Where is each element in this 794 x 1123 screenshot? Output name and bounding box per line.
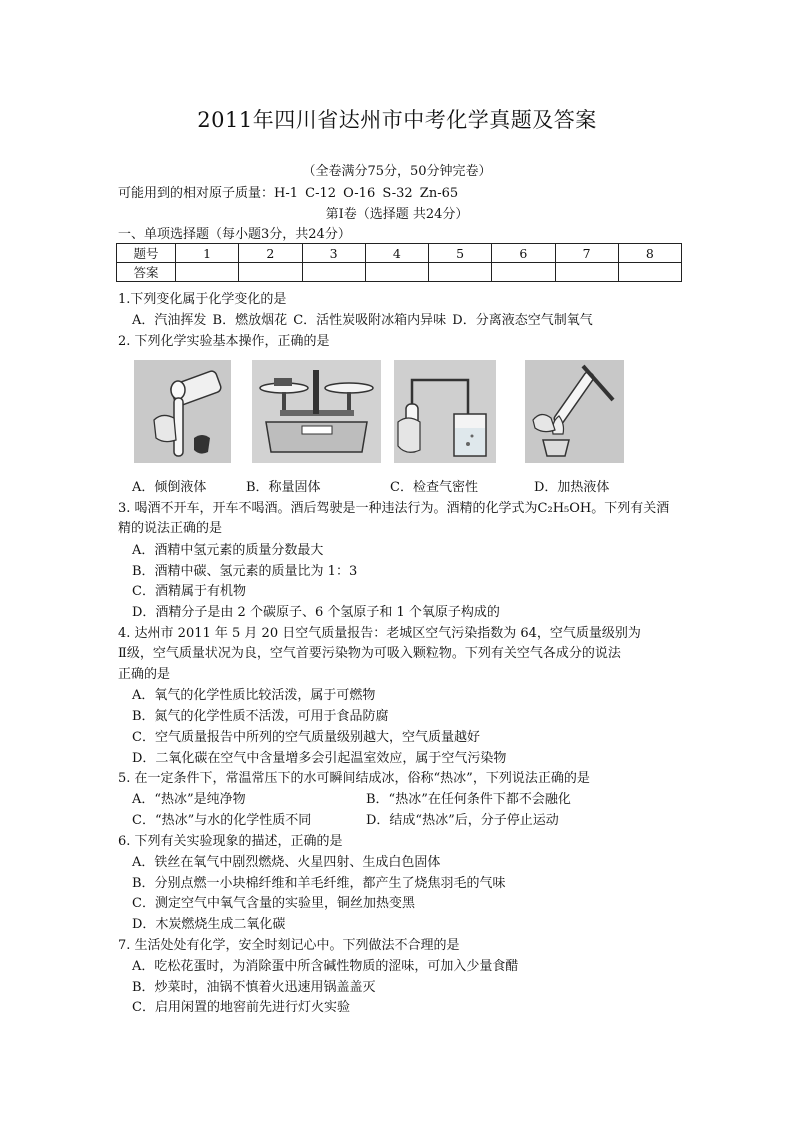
question-4-stem-line-1: 4. 达州市 2011 年 5 月 20 日空气质量报告：老城区空气污染指数为 64，空气质量级别为: [118, 626, 641, 641]
pour-liquid-figure: [134, 360, 231, 463]
question-6-option-c: C．测定空气中氧气含量的实验里，铜丝加热变黑: [132, 896, 415, 911]
question-4-stem-line-3: 正确的是: [118, 667, 171, 682]
question-6-option-a: A．铁丝在氧气中剧烈燃烧、火星四射、生成白色固体: [132, 855, 441, 870]
question-6-stem: 6. 下列有关实验现象的描述，正确的是: [118, 834, 343, 849]
answer-table-header-row: [117, 244, 682, 263]
atomic-masses: 可能用到的相对原子质量：H-1 C-12 O-16 S-32 Zn-65: [118, 186, 459, 201]
balance-figure: [252, 360, 381, 463]
question-number: 2: [239, 244, 302, 263]
question-number: 5: [429, 244, 492, 263]
answer-cell[interactable]: [302, 263, 365, 282]
question-number: 4: [365, 244, 428, 263]
question-7-option-a: A．吃松花蛋时，为消除蛋中所含碱性物质的涩味，可加入少量食醋: [132, 959, 519, 974]
question-7-option-c: C．启用闲置的地窖前先进行灯火实验: [132, 1000, 350, 1015]
answer-table-answer-row: [117, 263, 682, 282]
question-2-caption-d: D．加热液体: [534, 480, 610, 495]
question-4-option-d: D．二氧化碳在空气中含量增多会引起温室效应，属于空气污染物: [132, 751, 507, 766]
question-2-caption-a: A．倾倒液体: [132, 480, 207, 495]
question-number: 7: [555, 244, 618, 263]
answer-table: [116, 243, 682, 282]
question-3-option-d: D．酒精分子是由 2 个碳原子、6 个氢原子和 1 个氧原子构成的: [132, 605, 500, 620]
question-4-option-c: C．空气质量报告中所列的空气质量级别越大，空气质量越好: [132, 730, 480, 745]
question-5-option-d: D．结成“热冰”后，分子停止运动: [366, 813, 559, 828]
question-4-option-b: B．氮气的化学性质不活泼，可用于食品防腐: [132, 709, 389, 724]
answer-cell[interactable]: [239, 263, 302, 282]
question-2-caption-c: C．检查气密性: [390, 480, 478, 495]
answer-cell[interactable]: [429, 263, 492, 282]
question-6-option-d: D．木炭燃烧生成二氧化碳: [132, 917, 286, 932]
question-6-option-b: B．分别点燃一小块棉纤维和羊毛纤维，都产生了烧焦羽毛的气味: [132, 876, 506, 891]
question-number: 6: [492, 244, 555, 263]
heating-liquid-figure: [525, 360, 624, 463]
question-4-option-a: A．氧气的化学性质比较活泼，属于可燃物: [132, 688, 376, 703]
question-5-option-c: C．“热冰”与水的化学性质不同: [132, 813, 312, 828]
section-title: 第Ⅰ卷（选择题 共24分）: [325, 207, 469, 222]
question-3-option-a: A．酒精中氢元素的质量分数最大: [132, 543, 324, 558]
question-2-stem: 2. 下列化学实验基本操作，正确的是: [118, 334, 330, 349]
answer-cell[interactable]: [492, 263, 555, 282]
question-2-caption-b: B．称量固体: [246, 480, 321, 495]
question-3-stem-line-1: 3. 喝酒不开车，开车不喝酒。酒后驾驶是一种违法行为。酒精的化学式为C₂H₅OH。下列有关酒: [118, 501, 670, 516]
answer-cell[interactable]: [555, 263, 618, 282]
question-number: 3: [302, 244, 365, 263]
question-1-options: A．汽油挥发 B．燃放烟花 C．活性炭吸附冰箱内异味 D．分离液态空气制氧气: [132, 313, 593, 328]
question-5-stem: 5. 在一定条件下，常温常压下的水可瞬间结成冰，俗称“热冰”，下列说法正确的是: [118, 771, 590, 786]
question-5-option-b: B．“热冰”在任何条件下都不会融化: [366, 792, 571, 807]
exam-info: （全卷满分75分，50分钟完卷）: [302, 164, 492, 179]
question-number: 8: [618, 244, 681, 263]
question-3-option-b: B．酒精中碳、氢元素的质量比为 1：3: [132, 564, 358, 579]
question-3-stem-line-2: 精的说法正确的是: [118, 521, 223, 536]
part-title: 一、单项选择题（每小题3分，共24分）: [118, 227, 351, 242]
page-title: 2011年四川省达州市中考化学真题及答案: [197, 108, 597, 132]
question-7-stem: 7. 生活处处有化学，安全时刻记心中。下列做法不合理的是: [118, 938, 460, 953]
question-7-option-b: B．炒菜时，油锅不慎着火迅速用锅盖盖灭: [132, 980, 376, 995]
question-number: 1: [176, 244, 239, 263]
question-1-stem: 1.下列变化属于化学变化的是: [118, 292, 287, 307]
question-5-option-a: A．“热冰”是纯净物: [132, 792, 246, 807]
answer-cell[interactable]: [365, 263, 428, 282]
answer-label: 答案: [117, 263, 176, 282]
question-3-option-c: C．酒精属于有机物: [132, 584, 246, 599]
answer-cell[interactable]: [618, 263, 681, 282]
airtightness-figure: [394, 360, 496, 463]
question-4-stem-line-2: Ⅱ级，空气质量状况为良，空气首要污染物为可吸入颗粒物。下列有关空气各成分的说法: [118, 646, 621, 661]
answer-cell[interactable]: [176, 263, 239, 282]
question-number-label: 题号: [117, 244, 176, 263]
